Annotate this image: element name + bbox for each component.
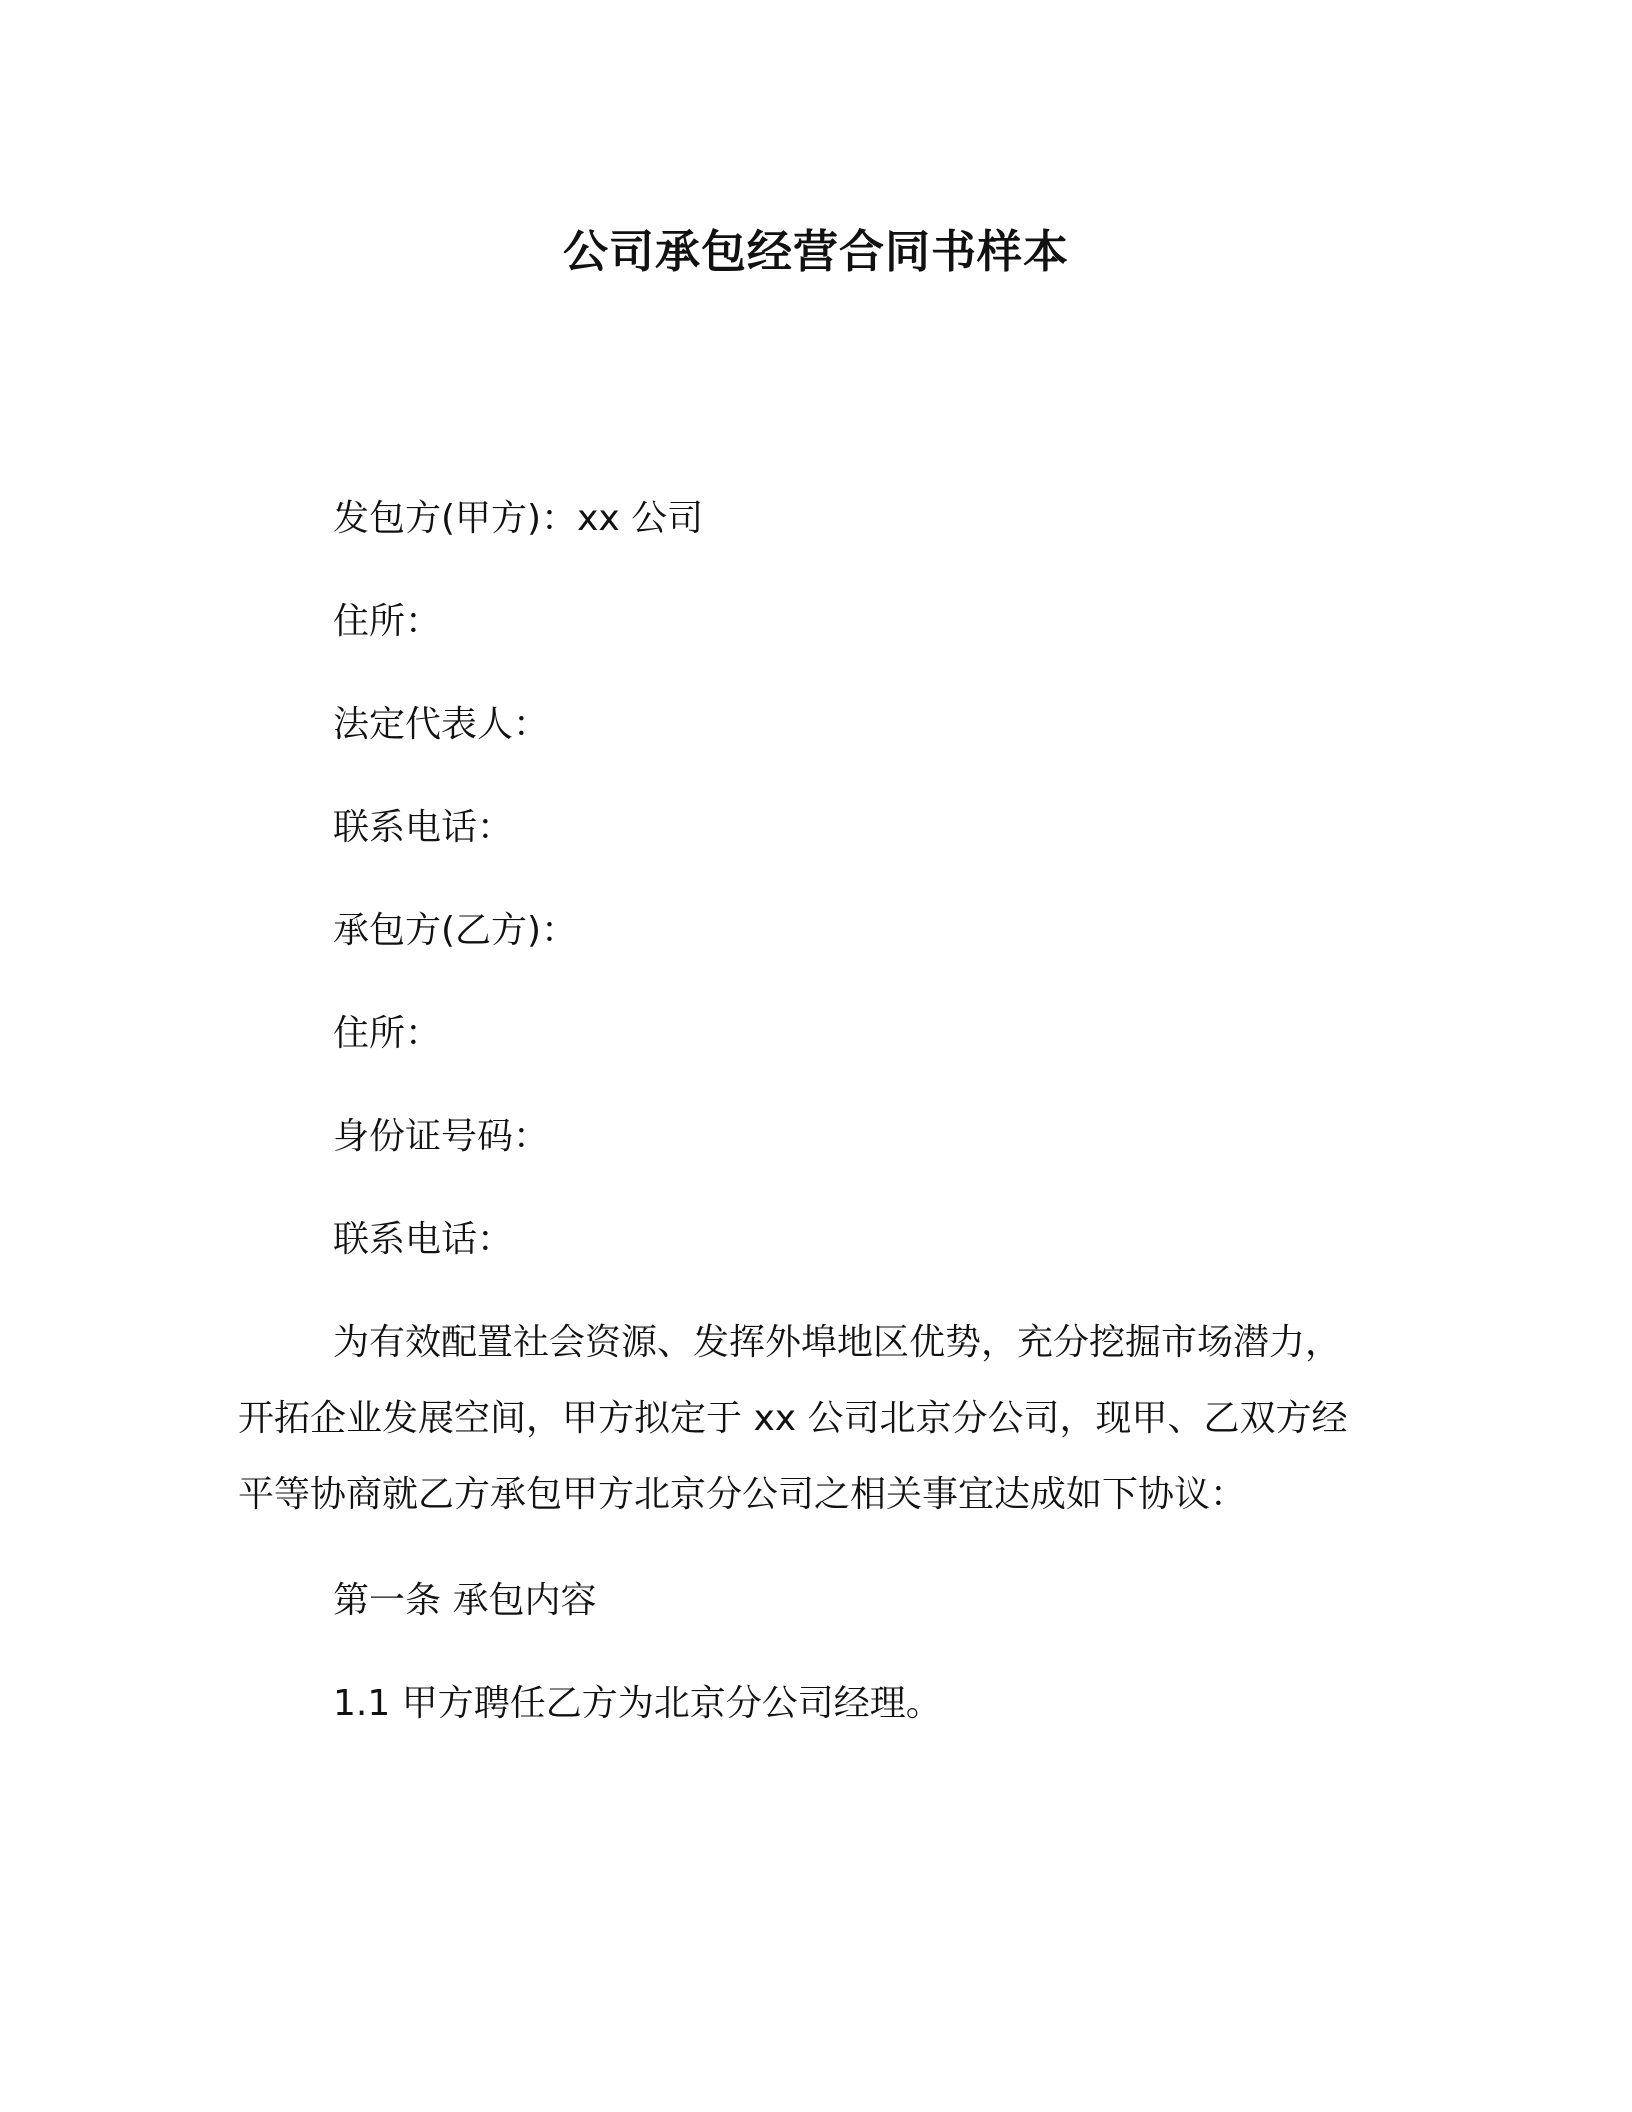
- preamble-line: 平等协商就乙方承包甲方北京分公司之相关事宜达成如下协议：: [238, 1474, 1247, 1515]
- party-b-id-number: 身份证号码：: [333, 1116, 550, 1157]
- article-1-heading: 第一条 承包内容: [333, 1580, 597, 1621]
- party-b-name: 承包方(乙方)：: [333, 910, 578, 951]
- party-b-phone: 联系电话：: [333, 1219, 514, 1260]
- preamble-paragraph: [238, 1318, 1388, 1546]
- party-a-legal-representative: 法定代表人：: [333, 704, 550, 745]
- party-a-name: 发包方(甲方)：xx 公司: [333, 498, 704, 539]
- preamble-line: 开拓企业发展空间，甲方拟定于 xx 公司北京分公司，现甲、乙双方经: [238, 1398, 1348, 1439]
- party-a-phone: 联系电话：: [333, 807, 514, 848]
- party-a-address: 住所：: [333, 601, 442, 642]
- preamble-line: 为有效配置社会资源、发挥外埠地区优势，充分挖掘市场潜力，: [333, 1322, 1342, 1363]
- clause-1-1: 1.1 甲方聘任乙方为北京分公司经理。: [333, 1683, 942, 1724]
- party-b-address: 住所：: [333, 1013, 442, 1054]
- document-title: 公司承包经营合同书样本: [562, 225, 1069, 278]
